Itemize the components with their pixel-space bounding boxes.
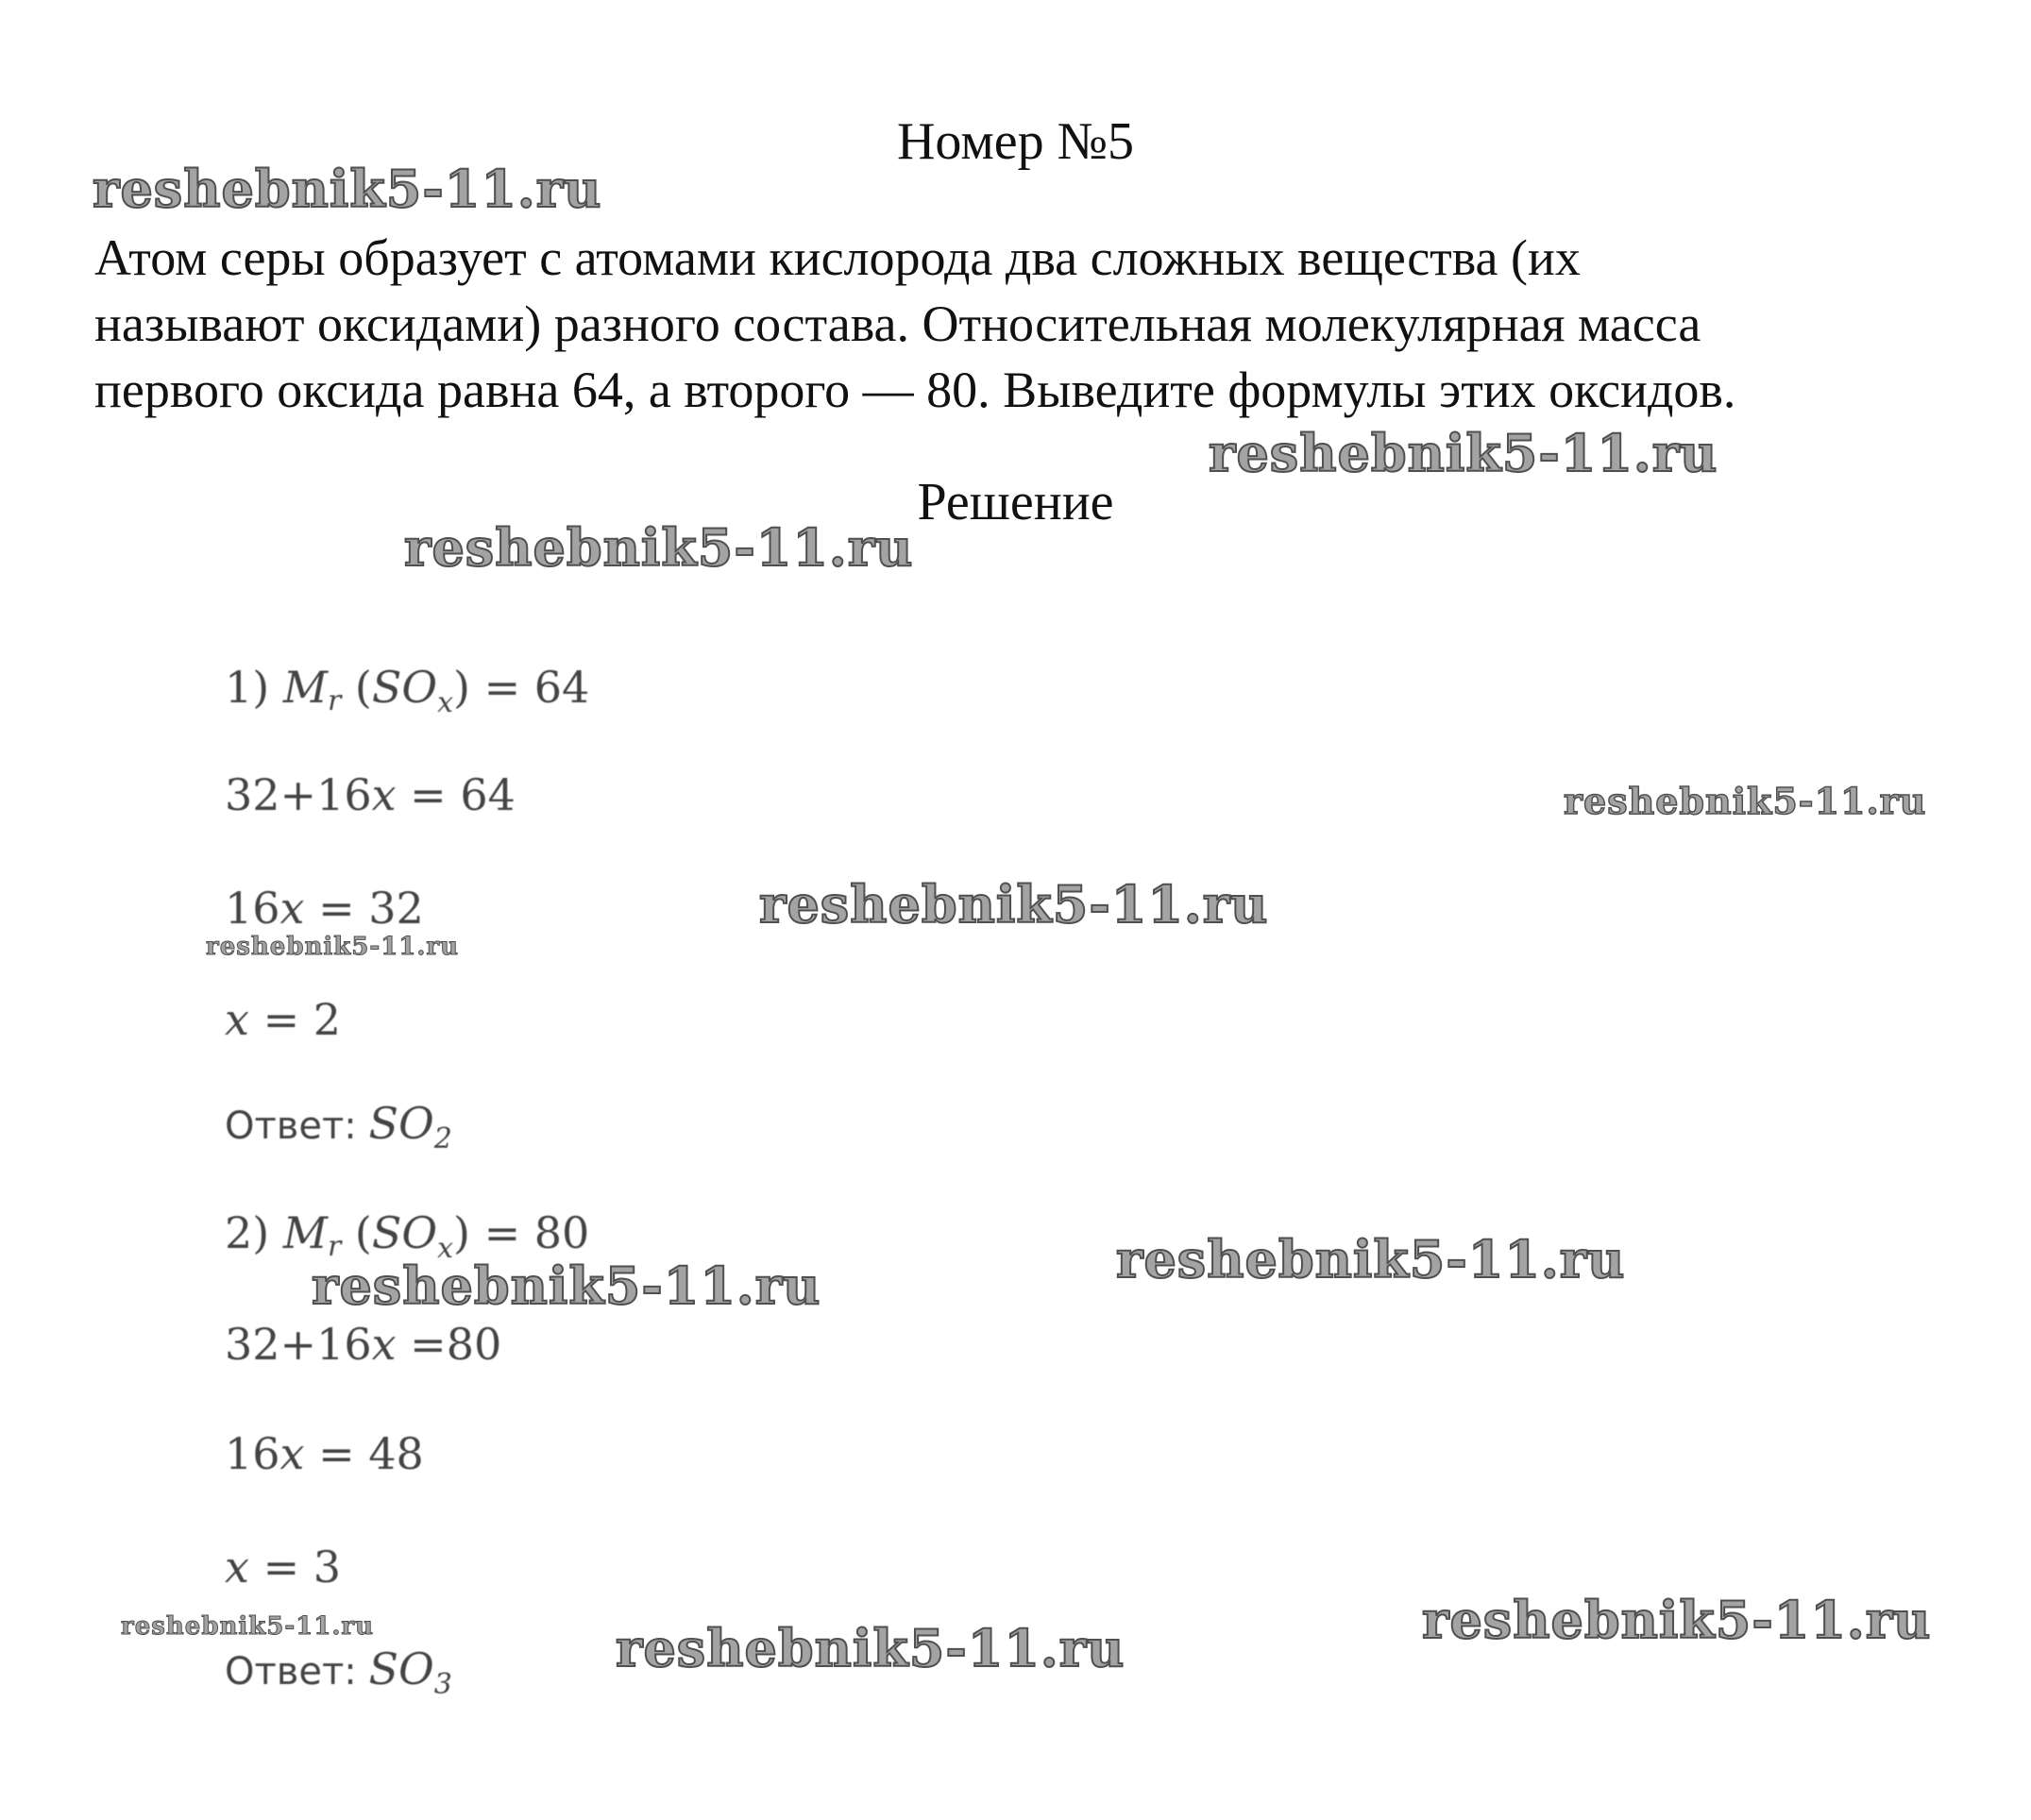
part1-equation-molar-mass: 1) Mr $(SO_x) = 64$ xyxy=(225,662,590,719)
part1-equation-simplified: 16x = 32 xyxy=(225,883,424,934)
part2-equation-result: x = 3 xyxy=(225,1542,342,1592)
solution-title: Решение xyxy=(917,473,1114,531)
watermark: reshebnik5-11.ru xyxy=(1422,1590,1932,1650)
page-title: Номер №5 xyxy=(896,112,1135,171)
watermark: reshebnik5-11.ru xyxy=(93,159,602,219)
problem-line-3: первого оксида равна 64, а второго — 80. Выведите формулы этих оксидов. xyxy=(94,362,1736,418)
watermark: reshebnik5-11.ru xyxy=(1564,780,1927,822)
problem-statement xyxy=(94,225,1983,423)
watermark: reshebnik5-11.ru xyxy=(1116,1229,1626,1289)
problem-line-1: Атом серы образует с атомами кислорода два сложных вещества (их xyxy=(94,229,1581,286)
part1-answer: Ответ: $SO_2$ xyxy=(225,1098,452,1155)
watermark: reshebnik5-11.ru xyxy=(206,933,460,961)
part2-equation-sum: 32+16x =80 xyxy=(225,1319,502,1370)
watermark: reshebnik5-11.ru xyxy=(404,517,914,578)
part1-equation-sum: 32+16x = 64 xyxy=(225,769,516,820)
problem-line-2: называют оксидами) разного состава. Относительная молекулярная масса xyxy=(94,295,1701,352)
part1-equation-result: x = 2 xyxy=(225,994,342,1045)
watermark: reshebnik5-11.ru xyxy=(121,1612,375,1641)
watermark: reshebnik5-11.ru xyxy=(312,1255,821,1316)
part2-equation-simplified: 16x = 48 xyxy=(225,1428,424,1479)
part2-equation-molar-mass: 2) Mr $(SO_x) = 80$ xyxy=(225,1207,590,1265)
part2-answer: Ответ: $SO_3$ xyxy=(225,1643,452,1701)
watermark: reshebnik5-11.ru xyxy=(759,874,1269,935)
watermark: reshebnik5-11.ru xyxy=(616,1618,1126,1678)
watermark: reshebnik5-11.ru xyxy=(1209,423,1718,483)
